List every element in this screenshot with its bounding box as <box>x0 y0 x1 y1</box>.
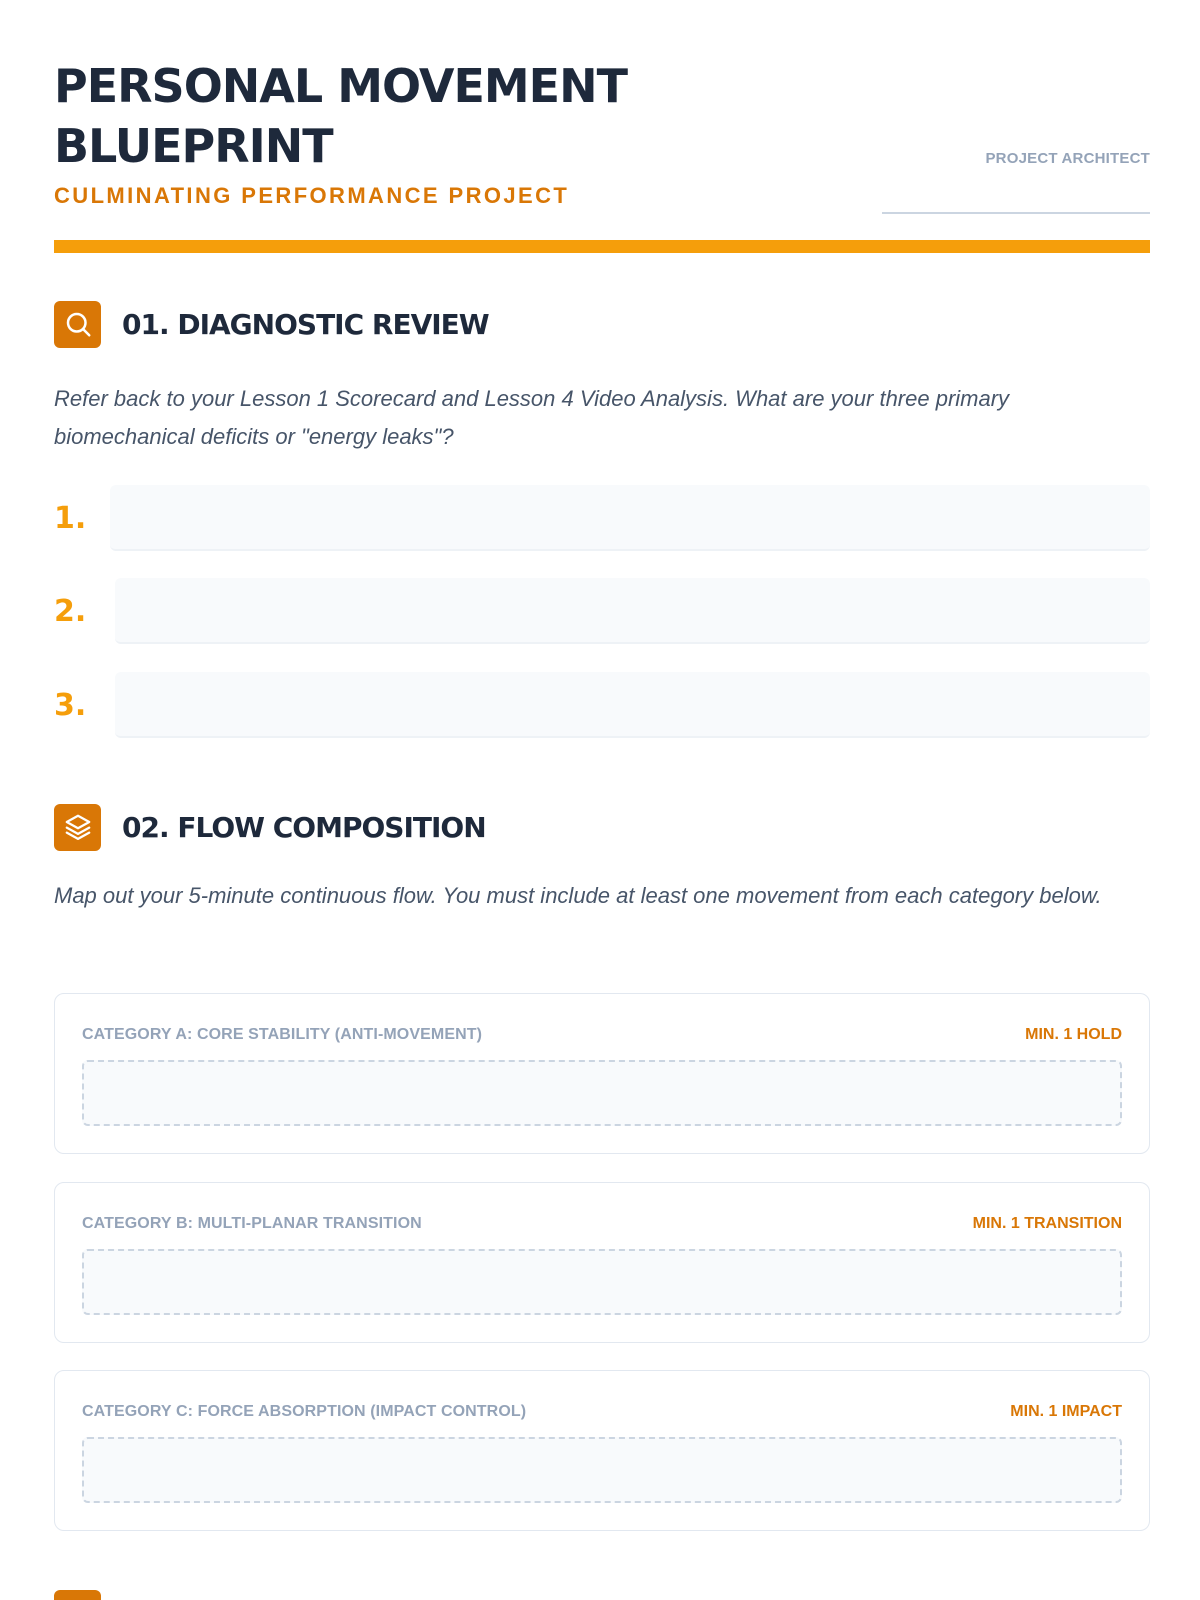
project-architect-field <box>882 150 1150 167</box>
category-label: CATEGORY C: FORCE ABSORPTION (IMPACT CONTROL) <box>82 1403 527 1420</box>
project-architect-input-line[interactable] <box>882 212 1150 214</box>
category-input[interactable] <box>82 1060 1122 1126</box>
answer-field[interactable] <box>115 672 1150 738</box>
category-requirement: MIN. 1 HOLD <box>1025 1026 1122 1043</box>
answer-field[interactable] <box>115 578 1150 644</box>
answer-number: 3. <box>54 688 87 723</box>
header <box>54 0 1150 254</box>
section-title: 01. DIAGNOSTIC REVIEW <box>122 307 489 341</box>
answer-row <box>54 485 1150 551</box>
category-input[interactable] <box>82 1249 1122 1315</box>
search-icon <box>54 301 101 348</box>
section-diagnostic-review-heading <box>54 300 489 348</box>
category-label: CATEGORY A: CORE STABILITY (ANTI-MOVEMENT) <box>82 1026 483 1043</box>
category-requirement: MIN. 1 IMPACT <box>1010 1403 1122 1420</box>
category-label: CATEGORY B: MULTI-PLANAR TRANSITION <box>82 1215 422 1232</box>
layers-icon <box>54 804 101 851</box>
section-title: 02. FLOW COMPOSITION <box>122 810 486 844</box>
section-prompt: Map out your 5-minute continuous flow. You must include at least one movement from each category below. <box>54 883 1102 908</box>
category-requirement: MIN. 1 TRANSITION <box>972 1215 1122 1232</box>
answer-number: 2. <box>54 594 87 629</box>
answer-field[interactable] <box>110 485 1150 551</box>
section-prompt: Refer back to your Lesson 1 Scorecard and Lesson 4 Video Analysis. What are your three primary biomechanical deficits or "energy leaks"? <box>54 386 1010 449</box>
category-card <box>54 1370 1150 1531</box>
answer-row <box>54 578 1150 644</box>
project-architect-label: PROJECT ARCHITECT <box>985 150 1150 167</box>
category-input[interactable] <box>82 1437 1122 1503</box>
worksheet-page <box>54 0 1150 1420</box>
answer-row <box>54 672 1150 738</box>
category-card <box>54 1182 1150 1343</box>
section-flow-composition-heading <box>54 803 486 851</box>
header-divider <box>54 240 1150 253</box>
page-subtitle: CULMINATING PERFORMANCE PROJECT <box>54 183 570 208</box>
page-title <box>54 56 754 176</box>
page-title-line-2: BLUEPRINT <box>54 119 333 173</box>
category-card <box>54 993 1150 1154</box>
next-section-icon <box>54 1590 101 1600</box>
page-title-line-1: PERSONAL MOVEMENT <box>54 59 627 113</box>
answer-number: 1. <box>54 501 87 536</box>
